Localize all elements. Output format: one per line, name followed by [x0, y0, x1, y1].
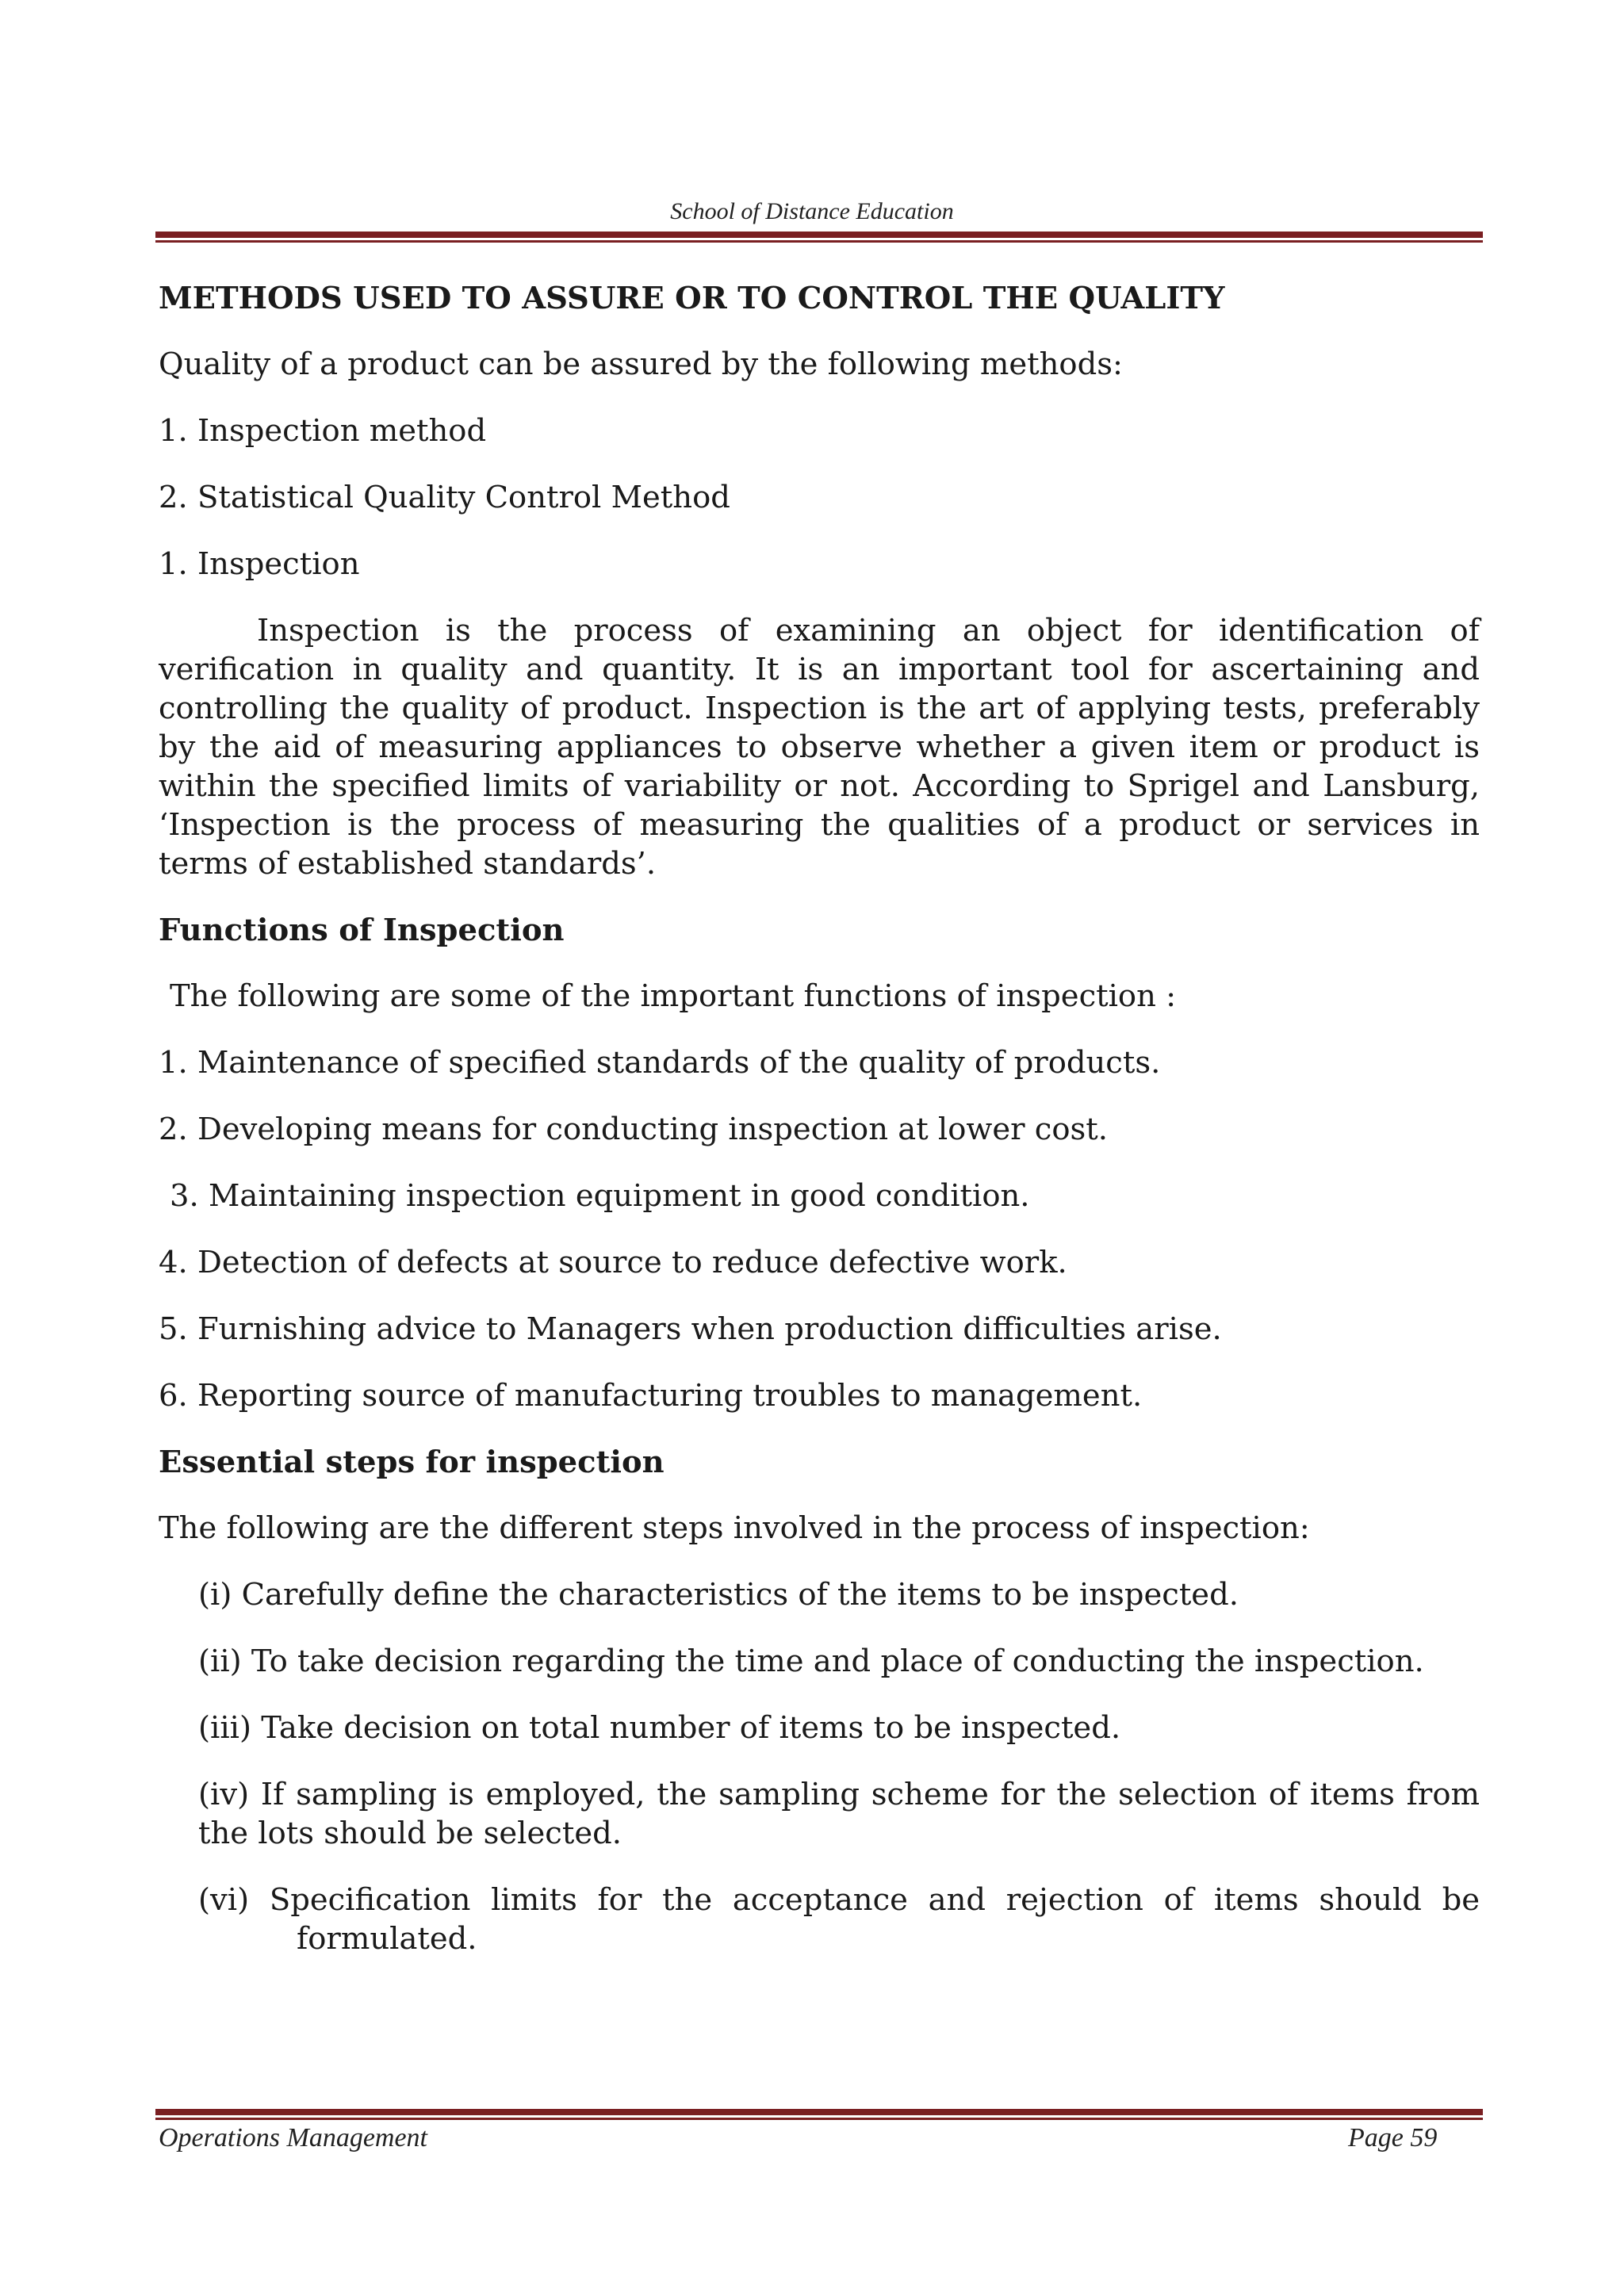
step-item: (iv) If sampling is employed, the sampling scheme for the selection of items from the lots should be selected.: [198, 1777, 1480, 1851]
step-item: (iii) Take decision on total number of items to be inspected.: [198, 1710, 1121, 1746]
intro-text: Quality of a product can be assured by the following methods:: [159, 346, 1123, 382]
function-item: 6. Reporting source of manufacturing troubles to management.: [159, 1378, 1143, 1414]
section-heading-functions: Functions of Inspection: [159, 913, 565, 948]
subheading-inspection: 1. Inspection: [159, 546, 360, 582]
section-heading-methods: METHODS USED TO ASSURE OR TO CONTROL THE QUALITY: [159, 281, 1225, 316]
function-item: 5. Furnishing advice to Managers when production difficulties arise.: [159, 1311, 1222, 1347]
section-heading-steps: Essential steps for inspection: [159, 1445, 665, 1480]
footer-rule: [155, 2109, 1483, 2120]
function-item: 2. Developing means for conducting inspection at lower cost.: [159, 1112, 1108, 1147]
step-item: (vi) Specification limits for the acceptance and rejection of items should be formulated.: [198, 1882, 1480, 1957]
footer-page-number: Page 59: [1348, 2123, 1438, 2152]
step-item: (i) Carefully define the characteristics of the items to be inspected.: [198, 1577, 1239, 1613]
footer-course-title: Operations Management: [159, 2123, 428, 2152]
page-body: [159, 279, 1480, 1986]
steps-intro: The following are the different steps involved in the process of inspection:: [159, 1510, 1310, 1546]
step-item: (ii) To take decision regarding the time and place of conducting the inspection.: [198, 1644, 1424, 1679]
method-item: 2. Statistical Quality Control Method: [159, 480, 730, 515]
header-rule: [155, 232, 1483, 243]
functions-intro: The following are some of the important functions of inspection :: [170, 978, 1177, 1014]
header-title: School of Distance Education: [670, 198, 954, 224]
function-item: 3. Maintaining inspection equipment in good condition.: [170, 1178, 1030, 1214]
function-item: 1. Maintenance of specified standards of the quality of products.: [159, 1045, 1161, 1081]
inspection-paragraph: Inspection is the process of examining an object for identification of verification in quality and quantity. It is an important tool for ascertaining and controlling the quality of product. Inspection is the art of applying tests, preferably by the aid of measuring appliances to observe whether a given item or product is within the specified limits of variability or not. According to Sprigel and Lansburg, ‘Inspection is the process of measuring the qualities of a product or services in terms of established standards’.: [159, 613, 1480, 882]
function-item: 4. Detection of defects at source to reduce defective work.: [159, 1245, 1067, 1280]
method-item: 1. Inspection method: [159, 413, 487, 449]
